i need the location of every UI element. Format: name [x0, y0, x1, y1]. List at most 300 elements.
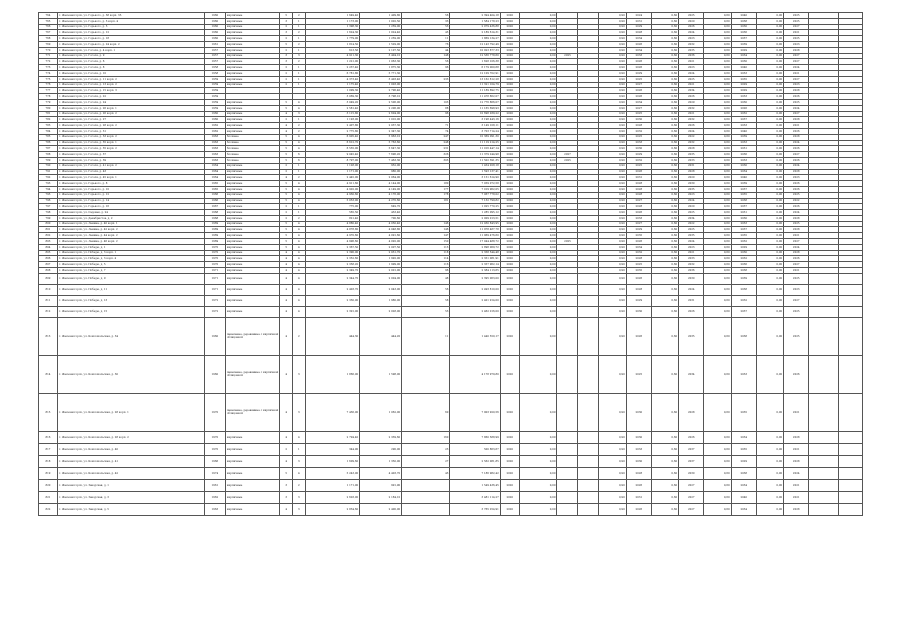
cell-en: 2: [293, 479, 306, 491]
cell-g1: 2028: [626, 467, 651, 479]
cell-y1: 2020: [500, 244, 519, 250]
cell-v3: 0,60: [704, 157, 731, 163]
cell-g4: 2026: [784, 256, 809, 262]
cell-s1: 3 069,30: [305, 94, 360, 100]
cell-addr: г. Железногорск, ул. Гоголя, д. 13 корп. 2: [57, 82, 204, 88]
cell-res: [402, 355, 450, 393]
cell-v1: 0,90: [599, 250, 626, 256]
cell-y1: 2020: [500, 467, 519, 479]
cell-v4: 0,00: [756, 146, 783, 152]
cell-g2: 2032: [679, 140, 704, 146]
cell-v3: 0,60: [704, 250, 731, 256]
cell-mat: кирпичные: [225, 123, 280, 129]
cell-s2: 2 506,00: [360, 99, 402, 105]
cell-v2: 0,60: [651, 36, 678, 42]
cell-v3: 0,60: [704, 59, 731, 65]
cell-v4: 0,00: [756, 152, 783, 158]
cell-s1: 2 407,80: [305, 123, 360, 129]
cell-cost: 17 044 488,72: [450, 239, 500, 245]
cell-en: 1: [293, 210, 306, 216]
cell-k2: [578, 503, 599, 515]
cell-v1: 0,90: [599, 181, 626, 187]
cell-y1: 2020: [500, 186, 519, 192]
cell-k2: [578, 355, 599, 393]
cell-v1: 0,90: [599, 36, 626, 42]
cell-s2: 1 063,30: [360, 59, 402, 65]
cell-g1: 2034: [626, 99, 651, 105]
cell-n: 779: [39, 99, 58, 105]
cell-s1: 1 866,00: [305, 355, 360, 393]
cell-s2: 5 647,30: [360, 146, 402, 152]
cell-g2: 2034: [679, 215, 704, 221]
cell-s2: 2 400,00: [360, 503, 402, 515]
cell-fl: 2: [280, 65, 293, 71]
cell-k2: [578, 455, 599, 467]
cell-s1: 1 624,30: [305, 30, 360, 36]
cell-s2: 952,00: [360, 163, 402, 169]
cell-n: 787: [39, 146, 58, 152]
cell-mat: кирпичные: [225, 163, 280, 169]
cell-k1: [557, 284, 578, 295]
cell-g2: 2032: [679, 41, 704, 47]
cell-addr: г. Железногорск, ул. Гоголя, д. 26 корп. 1: [57, 105, 204, 111]
cell-year: 1960: [204, 117, 225, 123]
cell-v1: 0,90: [599, 163, 626, 169]
cell-g1: 2032: [626, 250, 651, 256]
cell-fl: 5: [280, 13, 293, 19]
cell-en: 4: [293, 198, 306, 204]
cell-en: 2: [293, 215, 306, 221]
cell-g4: 2028: [784, 503, 809, 515]
cell-h: [809, 273, 838, 284]
cell-en: 1: [293, 204, 306, 210]
cell-v4: 0,00: [756, 295, 783, 306]
cell-en: 4: [293, 134, 306, 140]
cell-year: 1970: [204, 256, 225, 262]
cell-g1: 2025: [626, 163, 651, 169]
cell-g1: 2029: [626, 227, 651, 233]
cell-v2: 0,60: [651, 443, 678, 455]
cell-v2: 0,60: [651, 82, 678, 88]
cell-v4: 0,00: [756, 256, 783, 262]
cell-en: 2: [293, 128, 306, 134]
cell-v4: 0,00: [756, 317, 783, 355]
cell-g3: 2033: [731, 157, 756, 163]
cell-v3: 0,60: [704, 140, 731, 146]
cell-v2: 0,60: [651, 192, 678, 198]
cell-s2: 4 091,60: [360, 233, 402, 239]
cell-en: 1: [293, 24, 306, 30]
cell-g1: 2035: [626, 233, 651, 239]
cell-v1: 0,90: [599, 198, 626, 204]
cell-rate: 0,00: [519, 181, 557, 187]
cell-cost: 12 109 702,91: [450, 70, 500, 76]
cell-s2: 290,00: [360, 443, 402, 455]
cell-k2: [578, 443, 599, 455]
cell-v1: 0,90: [599, 233, 626, 239]
cell-n: 818: [39, 455, 58, 467]
cell-g3: 2040: [731, 175, 756, 181]
cell-v4: 0,00: [756, 134, 783, 140]
cell-rate: 0,00: [519, 256, 557, 262]
cell-n: 789: [39, 157, 58, 163]
cell-year: 1959: [204, 99, 225, 105]
cell-n: 785: [39, 134, 58, 140]
cell-s1: 1 221,00: [305, 59, 360, 65]
cell-cost: 2 079 436,88: [450, 24, 500, 30]
cell-en: 2: [293, 175, 306, 181]
cell-year: 1962: [204, 491, 225, 503]
cell-fl: 2: [280, 163, 293, 169]
cell-y1: 2020: [500, 99, 519, 105]
cell-fl: 4: [280, 250, 293, 256]
cell-rate: 0,00: [519, 268, 557, 274]
cell-g4: 2028: [784, 47, 809, 53]
cell-v4: 0,00: [756, 192, 783, 198]
cell-y1: 2020: [500, 88, 519, 94]
cell-s2: 1 409,80: [360, 13, 402, 19]
cell-mat: панельные, деревянные с кирпичной облицовкой: [225, 317, 280, 355]
cell-s1: 4 911,60: [305, 181, 360, 187]
cell-g3: 2035: [731, 76, 756, 82]
cell-v4: 0,00: [756, 140, 783, 146]
cell-s1: 3 049,20: [305, 99, 360, 105]
cell-addr: г. Железногорск, ул. Гоголя, д. 35 корп. 1: [57, 140, 204, 146]
cell-mat: кирпичные: [225, 36, 280, 42]
cell-v1: 0,90: [599, 221, 626, 227]
cell-v3: 0,60: [704, 295, 731, 306]
cell-n: 780: [39, 105, 58, 111]
cell-x: [838, 317, 862, 355]
cell-year: 1966: [204, 198, 225, 204]
spreadsheet-page: [38, 12, 863, 624]
cell-v2: 0,60: [651, 59, 678, 65]
cell-rate: 0,00: [519, 455, 557, 467]
cell-en: 4: [293, 227, 306, 233]
cell-g3: 2034: [731, 53, 756, 59]
cell-g2: 2025: [679, 13, 704, 19]
cell-cost: 12 536 778,60: [450, 53, 500, 59]
cell-g2: 2026: [679, 306, 704, 317]
cell-s2: 2 107,50: [360, 47, 402, 53]
cell-v1: 0,90: [599, 295, 626, 306]
cell-s2: 991,90: [360, 479, 402, 491]
cell-v3: 0,60: [704, 273, 731, 284]
cell-g2: 2024: [679, 239, 704, 245]
cell-g1: 2028: [626, 204, 651, 210]
cell-en: 1: [293, 47, 306, 53]
cell-g1: 2026: [626, 273, 651, 284]
cell-v2: 0,60: [651, 491, 678, 503]
cell-rate: 0,00: [519, 18, 557, 24]
cell-s2: 1 999,00: [360, 262, 402, 268]
cell-n: 807: [39, 262, 58, 268]
cell-cost: 3 765 254,91: [450, 503, 500, 515]
cell-s1: 4 970,60: [305, 233, 360, 239]
housing-register-table: [38, 12, 863, 516]
cell-fl: 4: [280, 123, 293, 129]
cell-s2: 2 206,00: [360, 105, 402, 111]
cell-v4: 0,00: [756, 268, 783, 274]
cell-g4: 2027: [784, 239, 809, 245]
cell-addr: г. Железногорск, ул. Ленина, д. 42 корп. 2: [57, 227, 204, 233]
cell-n: 778: [39, 94, 58, 100]
cell-v2: 0,60: [651, 134, 678, 140]
cell-res: 147: [402, 233, 450, 239]
cell-cost: 2 189 614,31: [450, 30, 500, 36]
cell-s1: 2 403,70: [305, 284, 360, 295]
cell-year: 1963: [204, 140, 225, 146]
cell-g2: 2021: [679, 111, 704, 117]
cell-h: [809, 355, 838, 393]
cell-v1: 0,90: [599, 455, 626, 467]
cell-v3: 0,60: [704, 455, 731, 467]
cell-rate: 0,00: [519, 41, 557, 47]
cell-x: [838, 467, 862, 479]
cell-g3: 2037: [731, 117, 756, 123]
cell-s2: 2 037,30: [360, 123, 402, 129]
cell-y1: 2020: [500, 443, 519, 455]
cell-mat: кирпичные: [225, 227, 280, 233]
cell-v3: 0,60: [704, 123, 731, 129]
cell-g4: 2021: [784, 491, 809, 503]
cell-s2: 2 031,70: [360, 250, 402, 256]
cell-s1: 2 581,40: [305, 105, 360, 111]
cell-g1: 2026: [626, 88, 651, 94]
cell-g1: 2034: [626, 36, 651, 42]
cell-v4: 0,00: [756, 393, 783, 431]
cell-rate: 0,00: [519, 233, 557, 239]
cell-res: 116: [402, 262, 450, 268]
cell-fl: 5: [280, 227, 293, 233]
cell-year: 1960: [204, 317, 225, 355]
cell-rate: 0,00: [519, 250, 557, 256]
cell-en: 1: [293, 117, 306, 123]
cell-s1: 565,50: [305, 210, 360, 216]
cell-fl: 5: [280, 99, 293, 105]
cell-s1: 2 445,00: [305, 175, 360, 181]
cell-s1: 6 905,40: [305, 134, 360, 140]
cell-g2: 2026: [679, 431, 704, 443]
cell-g2: 2031: [679, 163, 704, 169]
cell-year: 1965: [204, 181, 225, 187]
cell-g1: 2031: [626, 175, 651, 181]
cell-g1: 2026: [626, 169, 651, 175]
cell-k1: 2025: [557, 53, 578, 59]
cell-v2: 0,60: [651, 117, 678, 123]
cell-res: 248: [402, 140, 450, 146]
cell-g1: 2031: [626, 491, 651, 503]
cell-s1: 1 609,60: [305, 455, 360, 467]
cell-n: 783: [39, 123, 58, 129]
cell-y1: 2020: [500, 284, 519, 295]
cell-rate: 0,00: [519, 105, 557, 111]
cell-g4: 2028: [784, 88, 809, 94]
cell-year: 1957: [204, 47, 225, 53]
cell-addr: г. Железногорск, ул. Победы, д. 7: [57, 268, 204, 274]
cell-v2: 0,60: [651, 76, 678, 82]
cell-v4: 0,00: [756, 221, 783, 227]
cell-g2: 2027: [679, 491, 704, 503]
cell-v4: 0,00: [756, 70, 783, 76]
cell-v3: 0,60: [704, 317, 731, 355]
cell-v3: 0,60: [704, 268, 731, 274]
cell-k2: [578, 431, 599, 443]
cell-s1: 344,90: [305, 443, 360, 455]
cell-g1: 2029: [626, 295, 651, 306]
cell-k1: [557, 273, 578, 284]
cell-s2: 2 007,50: [360, 244, 402, 250]
cell-year: 1970: [204, 443, 225, 455]
cell-v2: 0,60: [651, 128, 678, 134]
cell-g2: 2022: [679, 134, 704, 140]
cell-g3: 2034: [731, 479, 756, 491]
cell-y1: 2020: [500, 82, 519, 88]
cell-g3: 2037: [731, 227, 756, 233]
cell-g3: 2030: [731, 250, 756, 256]
cell-v1: 0,90: [599, 192, 626, 198]
cell-s2: 3 403,40: [360, 76, 402, 82]
cell-v3: 0,60: [704, 306, 731, 317]
cell-g3: 2029: [731, 88, 756, 94]
cell-cost: 1 549 436,45: [450, 479, 500, 491]
cell-year: 1971: [204, 268, 225, 274]
cell-v3: 0,60: [704, 256, 731, 262]
cell-n: 795: [39, 192, 58, 198]
cell-s2: 2 028,00: [360, 306, 402, 317]
cell-n: 811: [39, 295, 58, 306]
cell-g3: 2040: [731, 491, 756, 503]
cell-fl: 4: [280, 128, 293, 134]
cell-g4: 2028: [784, 215, 809, 221]
cell-v3: 0,60: [704, 111, 731, 117]
cell-v2: 0,60: [651, 70, 678, 76]
cell-k2: [578, 295, 599, 306]
cell-s2: 980,00: [360, 169, 402, 175]
cell-v2: 0,60: [651, 140, 678, 146]
cell-y1: 2020: [500, 221, 519, 227]
cell-fl: 2: [280, 443, 293, 455]
cell-res: 150: [402, 239, 450, 245]
cell-v3: 0,60: [704, 262, 731, 268]
cell-res: [402, 503, 450, 515]
cell-addr: г. Железногорск, ул. Ленина, д. 46 корп. 2: [57, 239, 204, 245]
cell-v1: 0,90: [599, 186, 626, 192]
table-row: [39, 273, 863, 284]
cell-v3: 0,60: [704, 503, 731, 515]
cell-cost: 11 978 487,78: [450, 227, 500, 233]
cell-v3: 0,60: [704, 215, 731, 221]
cell-cost: 2 358 544,48: [450, 250, 500, 256]
cell-cost: 3 151 614,90: [450, 175, 500, 181]
cell-g2: 2024: [679, 128, 704, 134]
cell-g1: 2024: [626, 13, 651, 19]
cell-res: 45: [402, 30, 450, 36]
cell-year: 1960: [204, 36, 225, 42]
cell-g4: 2027: [784, 111, 809, 117]
table-row: [39, 284, 863, 295]
cell-addr: г. Железногорск, ул. Горького, д. 12: [57, 192, 204, 198]
cell-v1: 0,90: [599, 503, 626, 515]
cell-v1: 0,90: [599, 94, 626, 100]
cell-en: 4: [293, 467, 306, 479]
cell-v1: 0,90: [599, 30, 626, 36]
cell-g3: 2031: [731, 146, 756, 152]
cell-y1: 2020: [500, 47, 519, 53]
table-row: [39, 355, 863, 393]
cell-fl: 4: [280, 273, 293, 284]
cell-rate: 0,00: [519, 59, 557, 65]
cell-v3: 0,60: [704, 36, 731, 42]
cell-cost: 2 009 013,51: [450, 215, 500, 221]
cell-v4: 0,00: [756, 76, 783, 82]
cell-cost: 10 369 091,30: [450, 134, 500, 140]
cell-year: 1968: [204, 210, 225, 216]
cell-y1: 2020: [500, 70, 519, 76]
cell-s2: 1 002,50: [360, 18, 402, 24]
cell-g2: 2024: [679, 198, 704, 204]
cell-fl: 5: [280, 233, 293, 239]
cell-n: 775: [39, 76, 58, 82]
cell-v4: 0,00: [756, 455, 783, 467]
cell-addr: г. Железногорск, ул. Гоголя, д. 39: [57, 157, 204, 163]
cell-y1: 2020: [500, 105, 519, 111]
cell-g3: 2033: [731, 123, 756, 129]
cell-year: 1972: [204, 306, 225, 317]
cell-s2: 1 259,00: [360, 24, 402, 30]
cell-rate: 0,00: [519, 239, 557, 245]
cell-g4: 2026: [784, 146, 809, 152]
cell-rate: 0,00: [519, 82, 557, 88]
cell-v1: 0,90: [599, 105, 626, 111]
cell-v4: 0,00: [756, 13, 783, 19]
cell-g3: 2039: [731, 41, 756, 47]
cell-v3: 0,60: [704, 30, 731, 36]
cell-rate: 0,00: [519, 467, 557, 479]
cell-g4: 2024: [784, 105, 809, 111]
cell-g1: 2026: [626, 41, 651, 47]
cell-rate: 0,00: [519, 70, 557, 76]
cell-en: 4: [293, 273, 306, 284]
cell-v2: 0,60: [651, 181, 678, 187]
cell-en: 2: [293, 41, 306, 47]
cell-h: [809, 467, 838, 479]
cell-year: 1961: [204, 479, 225, 491]
cell-k1: [557, 431, 578, 443]
cell-mat: кирпичные: [225, 455, 280, 467]
cell-addr: г. Железногорск, ул. Горького, д. 16: [57, 204, 204, 210]
cell-year: 1970: [204, 250, 225, 256]
cell-addr: г. Железногорск, ул. Горького, д. 38 корп. 35: [57, 13, 204, 19]
cell-mat: кирпичные: [225, 273, 280, 284]
cell-cost: 2 462 016,00: [450, 306, 500, 317]
cell-mat: кирпичные: [225, 13, 280, 19]
cell-v4: 0,00: [756, 24, 783, 30]
cell-addr: г. Железногорск, ул. Заводская, д. 3: [57, 491, 204, 503]
cell-v3: 0,60: [704, 355, 731, 393]
cell-v4: 0,00: [756, 181, 783, 187]
cell-k1: [557, 393, 578, 431]
cell-v4: 0,00: [756, 284, 783, 295]
cell-fl: 5: [280, 152, 293, 158]
cell-n: 791: [39, 169, 58, 175]
cell-mat: кирпичные: [225, 128, 280, 134]
cell-k1: [557, 503, 578, 515]
cell-v3: 0,60: [704, 65, 731, 71]
cell-cost: 1 454 028,18: [450, 163, 500, 169]
cell-v1: 0,90: [599, 215, 626, 221]
cell-v4: 0,00: [756, 41, 783, 47]
